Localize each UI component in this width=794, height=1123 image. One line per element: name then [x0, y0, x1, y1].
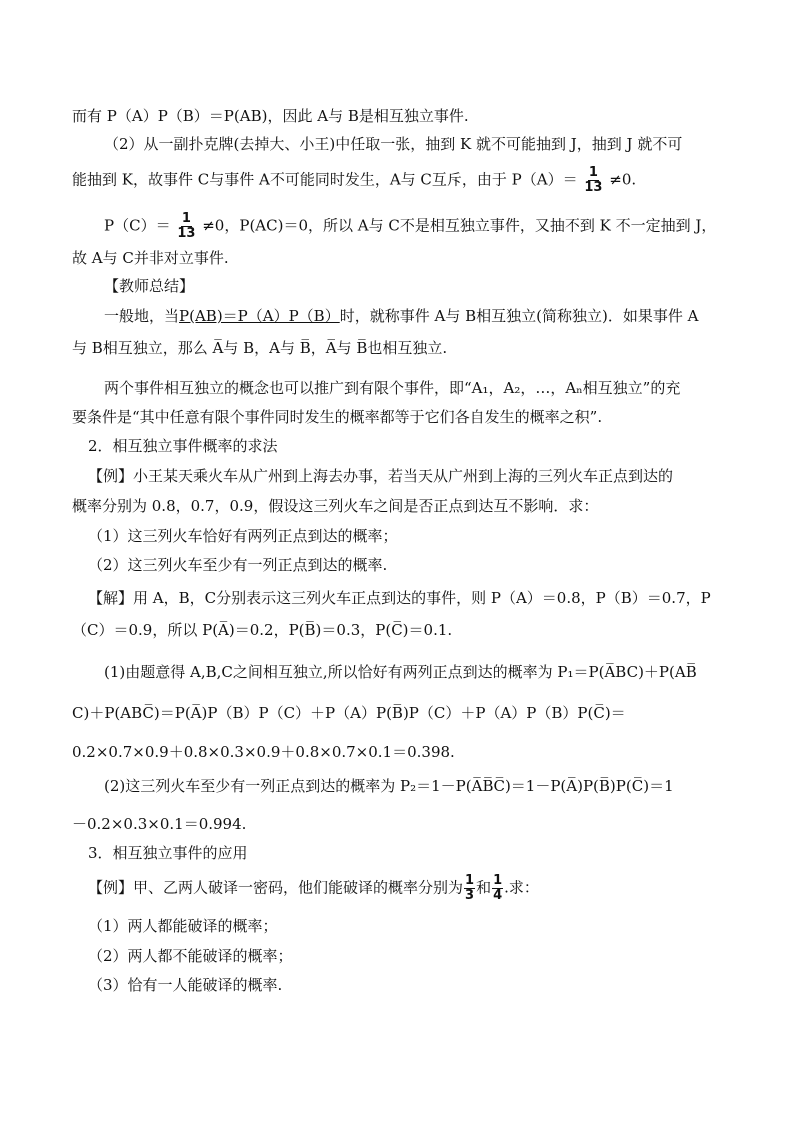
line-text: (2)这三列火车至少有一列正点到达的概率为 P₂＝1－P(A̅B̅C̅)＝1－P(A̅)P(B̅)P(C̅)＝1 — [104, 777, 674, 795]
fraction-numerator: 1 — [181, 211, 191, 226]
text-line — [88, 588, 724, 610]
line-text: （1）这三列火车恰好有两列正点到达的概率； — [88, 527, 398, 545]
text-line — [72, 165, 724, 195]
line-text: 【例】小王某天乘火车从广州到上海去办事，若当天从广州到上海的三列火车正点到达的 — [88, 467, 674, 485]
text-line — [88, 526, 724, 548]
text-line — [104, 776, 724, 798]
text-line — [72, 620, 724, 642]
line-text: （2）两人都不能破译的概率； — [88, 947, 293, 965]
line-text: －0.2×0.3×0.1＝0.994. — [72, 815, 247, 833]
fraction — [583, 166, 603, 195]
line-text: .求： — [504, 878, 539, 897]
text-line — [72, 742, 724, 764]
line-text: （C）＝0.9，所以 P(A̅)＝0.2，P(B̅)＝0.3，P(C̅)＝0.1. — [72, 621, 453, 639]
line-text: ≠0. — [609, 170, 637, 189]
text-line — [104, 378, 724, 400]
underlined-formula: P(AB)＝P（A）P（B） — [179, 307, 340, 325]
heading-text: 【教师总结】 — [104, 277, 195, 295]
line-text: ≠0，P(AC)＝0，所以 A与 C不是相互独立事件，又抽不到 K 不一定抽到 J， — [202, 216, 717, 235]
text-line — [104, 134, 724, 156]
text-line — [88, 975, 724, 997]
line-text: 0.2×0.7×0.9＋0.8×0.3×0.9＋0.8×0.7×0.1＝0.398. — [72, 743, 455, 761]
fraction — [464, 874, 475, 903]
line-text: 概率分别为 0.8，0.7，0.9，假设这三列火车之间是否正点到达互不影响．求： — [72, 497, 599, 515]
fraction-denominator: 3 — [465, 888, 475, 903]
text-line — [88, 555, 724, 577]
line-text: 要条件是“其中任意有限个事件同时发生的概率都等于它们各自发生的概率之积”. — [72, 408, 603, 426]
line-text: 故 A与 C并非对立事件. — [72, 249, 229, 267]
line-text: C)＋P(ABC̅)＝P(A̅)P（B）P（C）＋P（A）P(B̅)P（C）＋P（A）P（B）P(C̅)＝ — [72, 704, 626, 722]
text-line — [104, 211, 724, 241]
text-line — [72, 407, 724, 429]
section-heading — [104, 276, 724, 298]
heading-text: 3．相互独立事件的应用 — [88, 844, 248, 862]
line-text: P（C）＝ — [104, 216, 171, 235]
heading-text: 2．相互独立事件概率的求法 — [88, 437, 278, 455]
line-text: 时，就称事件 A与 B相互独立(简称独立)．如果事件 A — [339, 307, 699, 325]
fraction-denominator: 13 — [177, 226, 196, 241]
line-text: (1)由题意得 A,B,C之间相互独立,所以恰好有两列正点到达的概率为 P₁＝P(A̅BC)＋P(AB̅ — [104, 663, 697, 681]
line-text: 【例】甲、乙两人破译一密码，他们能破译的概率分别为 — [88, 878, 464, 897]
text-line — [72, 106, 724, 128]
fraction-denominator: 4 — [493, 888, 503, 903]
line-text: （2）从一副扑克牌(去掉大、小王)中任取一张，抽到 K 就不可能抽到 J，抽到 J 就不可 — [104, 135, 683, 153]
text-line — [72, 338, 724, 360]
text-line — [72, 248, 724, 270]
text-line — [88, 466, 724, 488]
fraction — [176, 212, 196, 241]
fraction-numerator: 1 — [588, 165, 598, 180]
line-text: （3）恰有一人能破译的概率. — [88, 976, 283, 994]
section-heading — [88, 843, 724, 865]
text-line — [104, 306, 724, 328]
fraction-numerator: 1 — [493, 873, 503, 888]
text-line — [72, 814, 724, 836]
text-line — [72, 703, 724, 725]
section-heading — [88, 436, 724, 458]
fraction-numerator: 1 — [465, 873, 475, 888]
text-line — [88, 946, 724, 968]
line-text: 两个事件相互独立的概念也可以推广到有限个事件，即“A₁，A₂，…，Aₙ相互独立”的充 — [104, 379, 681, 397]
line-text: 和 — [476, 878, 492, 897]
text-line — [72, 496, 724, 518]
text-line — [104, 662, 724, 684]
text-line — [88, 916, 724, 938]
line-text: （2）这三列火车至少有一列正点到达的概率. — [88, 556, 388, 574]
line-text: 能抽到 K，故事件 C与事件 A不可能同时发生，A与 C互斥，由于 P（A）＝ — [72, 170, 578, 189]
line-text: 【解】用 A，B，C分别表示这三列火车正点到达的事件，则 P（A）＝0.8，P（B）＝0.7，P — [88, 589, 711, 607]
line-text: 与 B相互独立，那么 A̅与 B，A与 B̅，A̅与 B̅也相互独立. — [72, 339, 448, 357]
fraction — [492, 874, 503, 903]
line-text: （1）两人都能破译的概率； — [88, 917, 278, 935]
line-text: 而有 P（A）P（B）＝P(AB)，因此 A与 B是相互独立事件. — [72, 107, 469, 125]
text-line — [88, 873, 724, 903]
fraction-denominator: 13 — [584, 180, 603, 195]
line-text: 一般地，当 — [104, 307, 180, 325]
